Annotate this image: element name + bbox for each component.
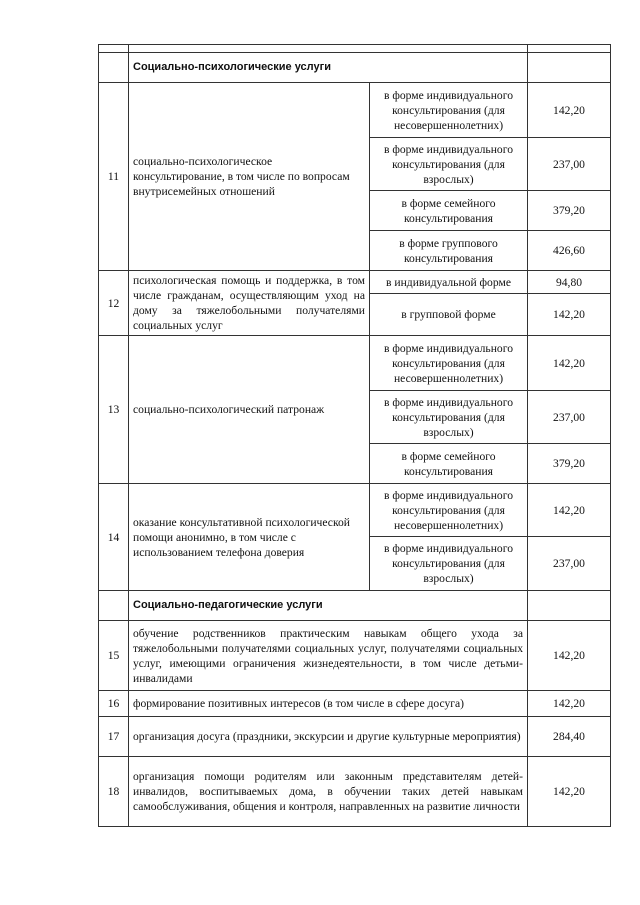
service-price: 237,00 bbox=[528, 138, 611, 191]
service-price: 142,20 bbox=[528, 757, 611, 827]
cell-empty bbox=[528, 53, 611, 83]
service-price: 142,20 bbox=[528, 294, 611, 336]
service-price: 142,20 bbox=[528, 83, 611, 138]
row-number: 17 bbox=[99, 717, 129, 757]
row-number: 12 bbox=[99, 271, 129, 336]
row-number: 11 bbox=[99, 83, 129, 271]
service-price: 284,40 bbox=[528, 717, 611, 757]
service-form: в групповой форме bbox=[370, 294, 528, 336]
service-form: в форме индивидуального консультирования (для взрослых) bbox=[370, 391, 528, 444]
service-price: 379,20 bbox=[528, 444, 611, 484]
service-name: организация помощи родителям или законным представителям детей-инвалидов, воспитываемых дома, в обучении таких детей навыкам самообслуживания, общения и контроля, направленных на развитие личности bbox=[129, 757, 528, 827]
service-name: социально-психологическое консультирование, в том числе по вопросам внутрисемейных отношений bbox=[129, 83, 370, 271]
cell-empty bbox=[99, 45, 129, 53]
service-price: 237,00 bbox=[528, 391, 611, 444]
service-price: 142,20 bbox=[528, 621, 611, 691]
service-name: оказание консультативной психологической помощи анонимно, в том числе с использованием телефона доверия bbox=[129, 484, 370, 591]
section-header-row bbox=[99, 53, 611, 83]
table-row bbox=[99, 336, 611, 391]
service-name: социально-психологический патронаж bbox=[129, 336, 370, 484]
service-name: формирование позитивных интересов (в том числе в сфере досуга) bbox=[129, 691, 528, 717]
table-row bbox=[99, 717, 611, 757]
section-header-row bbox=[99, 591, 611, 621]
service-price: 379,20 bbox=[528, 191, 611, 231]
table-row bbox=[99, 484, 611, 537]
service-price: 142,20 bbox=[528, 484, 611, 537]
cell-empty bbox=[99, 591, 129, 621]
table-row bbox=[99, 83, 611, 138]
service-price: 94,80 bbox=[528, 271, 611, 294]
row-number: 13 bbox=[99, 336, 129, 484]
table-row bbox=[99, 691, 611, 717]
service-form: в индивидуальной форме bbox=[370, 271, 528, 294]
service-form: в форме индивидуального консультирования (для несовершеннолетних) bbox=[370, 484, 528, 537]
row-number: 18 bbox=[99, 757, 129, 827]
service-form: в форме группового консультирования bbox=[370, 231, 528, 271]
cell-empty bbox=[528, 591, 611, 621]
row-number: 16 bbox=[99, 691, 129, 717]
section-title: Социально-педагогические услуги bbox=[129, 591, 528, 621]
services-table bbox=[98, 44, 611, 827]
service-form: в форме индивидуального консультирования (для взрослых) bbox=[370, 537, 528, 591]
table-row bbox=[99, 757, 611, 827]
service-form: в форме индивидуального консультирования (для несовершеннолетних) bbox=[370, 83, 528, 138]
service-price: 142,20 bbox=[528, 336, 611, 391]
table-top-row bbox=[99, 45, 611, 53]
row-number: 15 bbox=[99, 621, 129, 691]
service-form: в форме семейного консультирования bbox=[370, 191, 528, 231]
service-price: 237,00 bbox=[528, 537, 611, 591]
service-name: психологическая помощь и поддержка, в том числе гражданам, осуществляющим уход на дому за тяжелобольными получателями социальных услуг bbox=[129, 271, 370, 336]
table-row bbox=[99, 271, 611, 294]
cell-empty bbox=[99, 53, 129, 83]
service-name: обучение родственников практическим навыкам общего ухода за тяжелобольными получателями социальных услуг, получателями социальных услуг, имеющими ограничения жизнедеятельности, в том числе детьми-инвалидами bbox=[129, 621, 528, 691]
service-name: организация досуга (праздники, экскурсии и другие культурные мероприятия) bbox=[129, 717, 528, 757]
section-title: Социально-психологические услуги bbox=[129, 53, 528, 83]
cell-empty bbox=[528, 45, 611, 53]
service-price: 426,60 bbox=[528, 231, 611, 271]
service-form: в форме индивидуального консультирования (для несовершеннолетних) bbox=[370, 336, 528, 391]
cell-empty bbox=[129, 45, 528, 53]
table-row bbox=[99, 621, 611, 691]
service-form: в форме семейного консультирования bbox=[370, 444, 528, 484]
service-price: 142,20 bbox=[528, 691, 611, 717]
row-number: 14 bbox=[99, 484, 129, 591]
service-form: в форме индивидуального консультирования (для взрослых) bbox=[370, 138, 528, 191]
